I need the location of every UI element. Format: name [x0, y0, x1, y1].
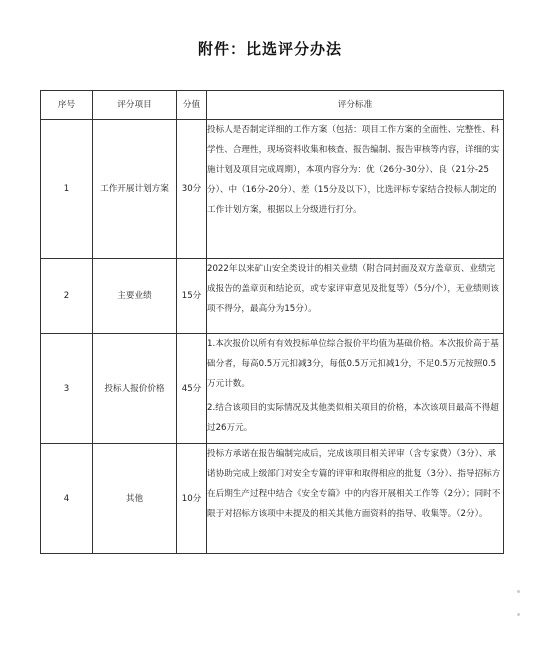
document-title: 附件：比选评分办法 — [197, 40, 342, 58]
row-no: 3 — [41, 334, 93, 444]
header-no: 序号 — [41, 91, 93, 120]
header-item: 评分项目 — [93, 91, 177, 120]
row-standard — [207, 120, 504, 259]
row-score: 10分 — [177, 444, 207, 554]
row-standard — [207, 259, 504, 334]
header-score: 分值 — [177, 91, 207, 120]
row-item: 主要业绩 — [93, 259, 177, 334]
scoring-table — [40, 90, 504, 554]
standard-text: 1.本次报价以所有有效投标单位综合报价平均值为基础价格。本次报价高于基础分者，每高0.5万元扣减3分，每低0.5万元扣减1分，不足0.5万元按照0.5万元计数。 — [207, 339, 499, 389]
header-standard: 评分标准 — [207, 91, 504, 120]
row-item: 其他 — [93, 444, 177, 554]
row-no: 2 — [41, 259, 93, 334]
row-no: 4 — [41, 444, 93, 554]
table-row — [41, 334, 504, 444]
table-row — [41, 120, 504, 259]
row-score: 30分 — [177, 120, 207, 259]
row-standard — [207, 444, 504, 554]
row-score: 45分 — [177, 334, 207, 444]
scan-speck — [517, 613, 520, 616]
row-standard — [207, 334, 504, 444]
standard-text: 2.结合该项目的实际情况及其他类似相关项目的价格，本次该项目最高不得超过26万元。 — [207, 403, 499, 433]
table-header-row — [41, 91, 504, 120]
standard-text: 投标方承诺在报告编制完成后，完成该项目相关评审（含专家费）（3分）、承诺协助完成上级部门对安全专篇的评审和取得相应的批复（3分）、指导招标方在后期生产过程中结合《安全专篇》中的内容开展相关工作等（2分）；同时不限于对招标方该项中未提及的相关其他方面资料的指导、收集等。（2分）。 — [207, 449, 501, 519]
scan-speck — [517, 590, 520, 593]
row-item: 工作开展计划方案 — [93, 120, 177, 259]
standard-text: 2022年以来矿山安全类设计的相关业绩（附合同封面及双方盖章页、业绩完成报告的盖章页和结论页，或专家评审意见及批复等）（5分/个），无业绩则该项不得分，最高分为15分）。 — [207, 264, 499, 314]
standard-text: 投标人是否制定详细的工作方案（包括：项目工作方案的全面性、完整性、科学性、合理性，现场资料收集和核查、报告编制、报告审核等内容，详细的实施计划及项目完成周期），本项内容分为：优（26分-30分）、良（21分-25分）、中（16分-20分）、差（15分及以下），比选评标专家结合投标人制定的工作计划方案，根据以上分级进行打分。 — [207, 125, 500, 215]
row-no: 1 — [41, 120, 93, 259]
row-item: 投标人报价价格 — [93, 334, 177, 444]
row-score: 15分 — [177, 259, 207, 334]
table-row — [41, 259, 504, 334]
table-row — [41, 444, 504, 554]
